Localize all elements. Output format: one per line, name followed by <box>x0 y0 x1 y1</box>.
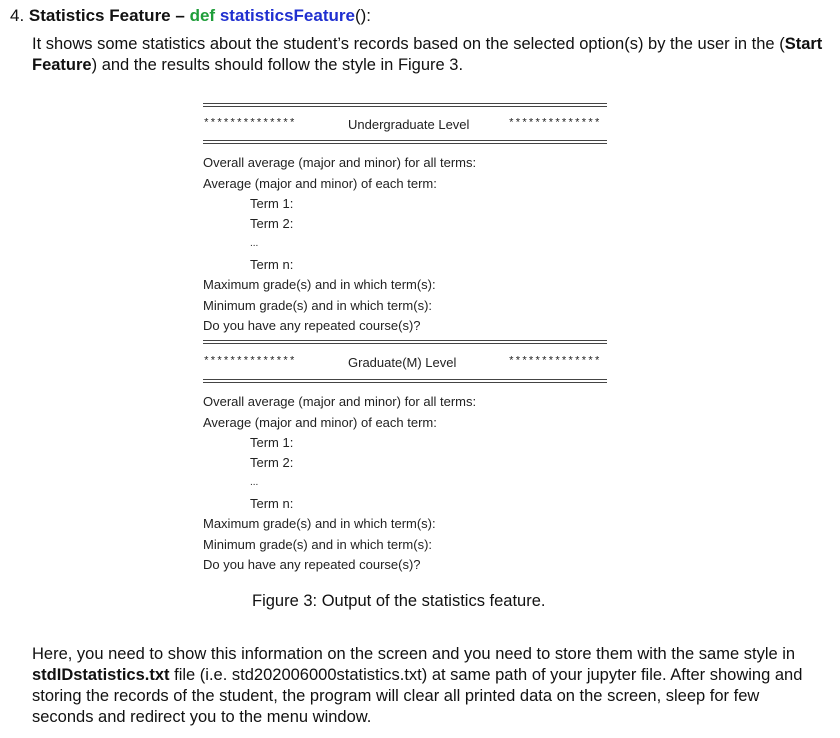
undergrad-term-1: Term 1: <box>250 196 294 211</box>
undergrad-ellipsis: ... <box>250 238 259 249</box>
graduate-each-term: Average (major and minor) of each term: <box>203 415 437 430</box>
stars-left: ************** <box>203 118 296 130</box>
intro-text-2: ) and the results should follow the style in Figure 3. <box>91 56 464 74</box>
graduate-min: Minimum grade(s) and in which term(s): <box>203 537 433 552</box>
stars-right: ************** <box>508 118 601 130</box>
undergrad-term-2: Term 2: <box>250 216 294 231</box>
graduate-ellipsis: ... <box>250 477 259 488</box>
function-parens: (): <box>354 6 371 25</box>
closing-paragraph <box>32 644 824 728</box>
closing-text-2: file (i.e. std202006000statistics.txt) at same path of your jupyter file. After showing and storing the records of the student, the program will clear all printed data on the screen, sleep for few seconds and redirect you to the menu window. <box>32 666 803 726</box>
graduate-repeated: Do you have any repeated course(s)? <box>203 557 421 572</box>
graduate-term-2: Term 2: <box>250 455 294 470</box>
undergrad-overall: Overall average (major and minor) for all terms: <box>203 155 477 170</box>
intro-bold: Start Feature <box>32 35 823 74</box>
section-dash: – <box>175 6 185 25</box>
closing-bold-filename: stdIDstatistics.txt <box>32 666 170 684</box>
function-name: statisticsFeature <box>219 6 355 25</box>
graduate-term-1: Term 1: <box>250 435 294 450</box>
separator-line <box>203 103 607 107</box>
undergrad-max: Maximum grade(s) and in which term(s): <box>203 277 436 292</box>
graduate-overall: Overall average (major and minor) for all terms: <box>203 394 477 409</box>
undergrad-level-title: Undergraduate Level <box>348 117 470 132</box>
undergrad-term-n: Term n: <box>250 257 294 272</box>
undergrad-each-term: Average (major and minor) of each term: <box>203 176 437 191</box>
section-title: Statistics Feature <box>28 6 171 25</box>
closing-text-1: Here, you need to show this information on the screen and you need to store them with the same style in <box>32 645 796 663</box>
undergrad-min: Minimum grade(s) and in which term(s): <box>203 298 433 313</box>
intro-text-1: It shows some statistics about the student’s records based on the selected option(s) by the user in the ( <box>32 35 785 53</box>
def-keyword: def <box>189 6 216 25</box>
undergrad-repeated: Do you have any repeated course(s)? <box>203 318 421 333</box>
separator-line <box>203 379 607 383</box>
figure-caption: Figure 3: Output of the statistics feature. <box>252 592 546 610</box>
intro-paragraph <box>32 34 824 76</box>
graduate-level-title: Graduate(M) Level <box>348 355 457 370</box>
section-heading <box>10 6 371 26</box>
graduate-term-n: Term n: <box>250 496 294 511</box>
separator-line <box>203 140 607 144</box>
graduate-max: Maximum grade(s) and in which term(s): <box>203 516 436 531</box>
stars-left: ************** <box>203 356 296 368</box>
section-number: 4. <box>10 6 25 25</box>
stars-right: ************** <box>508 356 601 368</box>
separator-line <box>203 340 607 344</box>
